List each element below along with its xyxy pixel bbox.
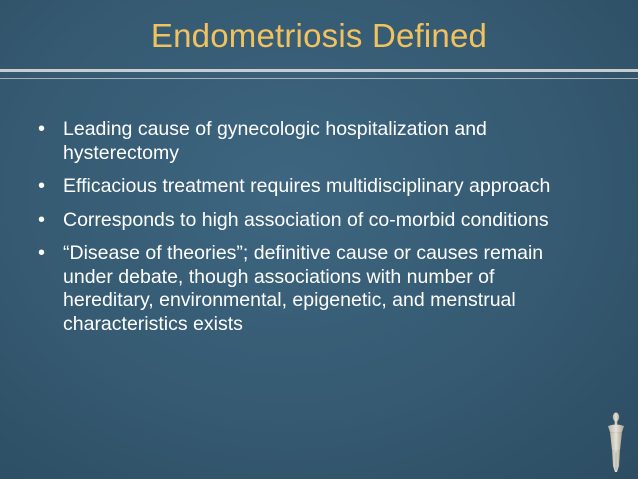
bullet-item [38, 118, 558, 165]
bullet-dot: • [38, 175, 46, 197]
title-divider-thick [0, 69, 638, 72]
bullet-text: Leading cause of gynecologic hospitalization and hysterectomy [63, 118, 487, 164]
bullet-item [38, 242, 558, 336]
bullet-text: Corresponds to high association of co-morbid conditions [63, 208, 549, 231]
cycladic-figurine-icon [605, 412, 627, 474]
bullet-text: Efficacious treatment requires multidisciplinary approach [63, 175, 551, 197]
bullet-dot: • [38, 208, 46, 231]
bullet-text: “Disease of theories”; definitive cause or causes remain under debate, though associations with number of hereditary, environmental, epigenetic, and menstrual characteristics exists [63, 242, 544, 335]
bullet-dot: • [38, 242, 46, 264]
bullet-item [38, 209, 558, 233]
bullet-list [38, 118, 558, 346]
slide-title: Endometriosis Defined [150, 17, 488, 54]
bullet-dot: • [38, 118, 46, 140]
title-divider-thin [0, 78, 638, 79]
bullet-item [38, 175, 558, 199]
